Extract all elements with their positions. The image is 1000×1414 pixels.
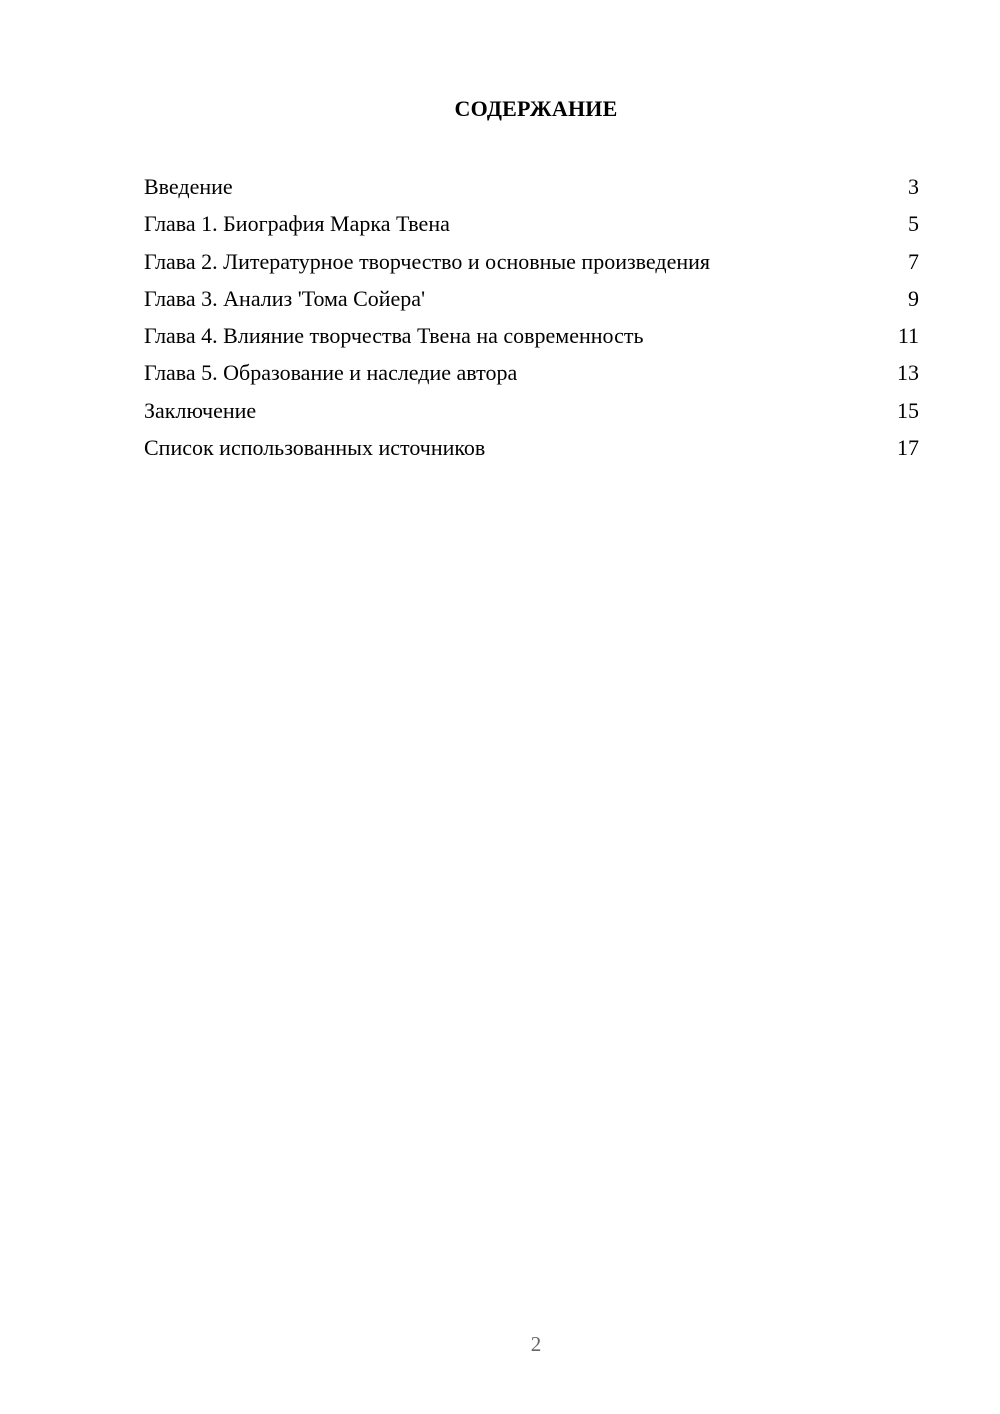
toc-entry	[144, 317, 919, 354]
toc-entry-label: Глава 1. Биография Марка Твена	[144, 211, 450, 237]
toc-entry	[144, 205, 919, 242]
page-title: СОДЕРЖАНИЕ	[454, 96, 618, 121]
toc-entry	[144, 168, 919, 205]
toc-entry	[144, 354, 919, 391]
toc-entry-label: Глава 4. Влияние творчества Твена на современность	[144, 323, 644, 349]
toc-entry-label: Заключение	[144, 397, 257, 423]
toc-entry-page: 11	[897, 323, 919, 349]
toc-entry	[144, 243, 919, 280]
toc-entry-page: 9	[908, 285, 919, 311]
page-number: 2	[530, 1332, 542, 1356]
toc-entry-page: 7	[908, 248, 919, 274]
toc-entry-page: 17	[897, 435, 919, 461]
toc-entry-label: Глава 5. Образование и наследие автора	[144, 360, 518, 386]
toc-entry-page: 13	[897, 360, 919, 386]
toc-entry-label: Глава 2. Литературное творчество и основные произведения	[144, 248, 711, 274]
toc-entry	[144, 429, 919, 466]
toc-entry-page: 5	[908, 211, 919, 237]
toc-entry	[144, 392, 919, 429]
toc-entry-page: 15	[897, 397, 919, 423]
table-of-contents	[144, 168, 919, 466]
toc-entry-label: Введение	[144, 174, 233, 199]
toc-entry-label: Глава 3. Анализ 'Тома Сойера'	[144, 285, 426, 311]
toc-entry-label: Список использованных источников	[144, 435, 486, 461]
toc-entry	[144, 280, 919, 317]
toc-entry-page: 3	[908, 174, 919, 199]
